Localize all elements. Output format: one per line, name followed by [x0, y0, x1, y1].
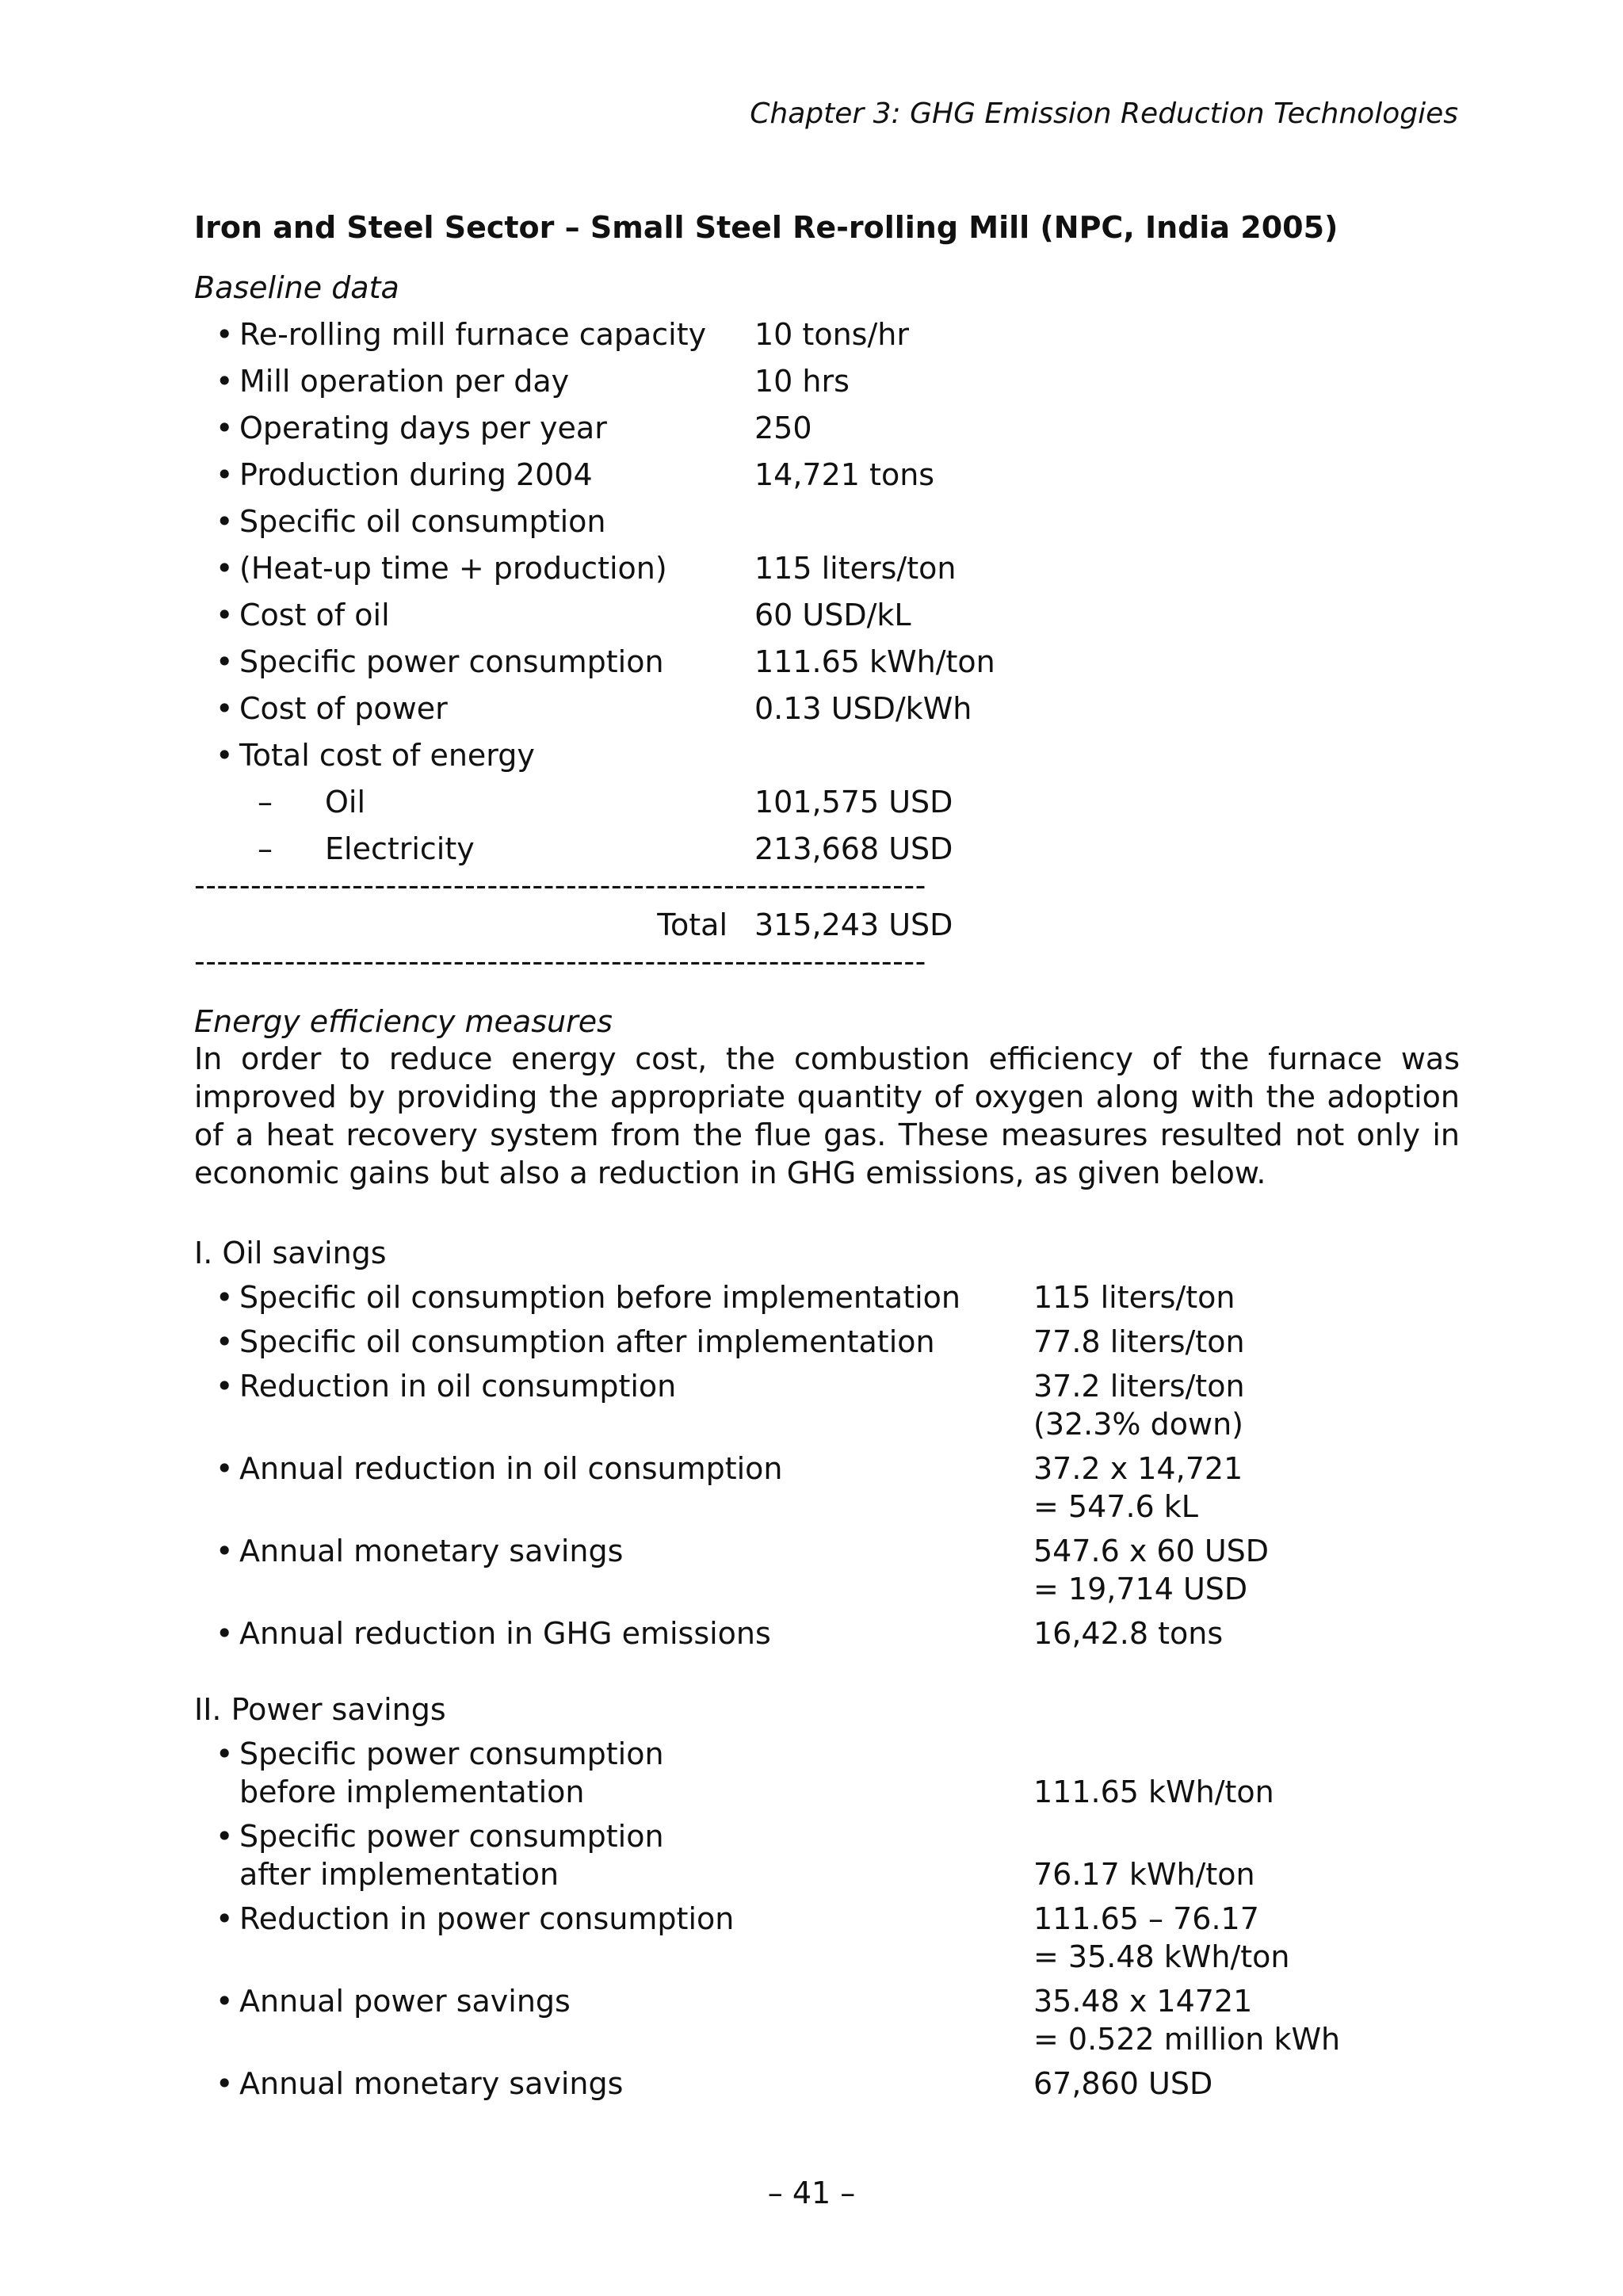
power-item-label: • Annual power savings	[239, 1986, 571, 2016]
oil-item-label: • Specific oil consumption before implementation	[239, 1282, 960, 1312]
baseline-item-label: • Mill operation per day	[239, 366, 569, 396]
oil-item-value: 37.2 liters/ton	[1033, 1369, 1245, 1404]
baseline-item-label: • Cost of oil	[239, 600, 390, 630]
baseline-item-value: 111.65 kWh/ton	[754, 644, 995, 679]
baseline-item-label: • Production during 2004	[239, 460, 593, 490]
section-title: Iron and Steel Sector – Small Steel Re-rolling Mill (NPC, India 2005)	[194, 210, 1338, 245]
power-item-label-cont: before implementation	[239, 1775, 585, 1809]
baseline-item-value: 250	[754, 411, 812, 445]
power-item-label: • Specific power consumption	[239, 1739, 664, 1769]
power-item-label: • Specific power consumption	[239, 1821, 664, 1851]
baseline-item-label: • Specific power consumption	[239, 647, 664, 677]
baseline-item-label: • Total cost of energy	[239, 740, 535, 770]
power-item-label-cont: after implementation	[239, 1857, 559, 1892]
baseline-subitem-label: – Oil	[325, 787, 365, 817]
power-item-value: 35.48 x 14721	[1033, 1984, 1253, 2019]
divider-rule: -----------------------------------------------------------------	[194, 944, 926, 979]
power-item-value-cont: = 35.48 kWh/ton	[1033, 1939, 1290, 1974]
baseline-item-value: 115 liters/ton	[754, 551, 957, 586]
measures-heading: Energy efficiency measures	[194, 1004, 613, 1039]
power-item-label: • Annual monetary savings	[239, 2069, 623, 2099]
oil-item-label: • Reduction in oil consumption	[239, 1371, 676, 1401]
divider-rule: -----------------------------------------------------------------	[194, 868, 926, 903]
baseline-item-label: • Specific oil consumption	[239, 506, 605, 537]
oil-item-value: 37.2 x 14,721	[1033, 1451, 1243, 1486]
total-label: Total	[657, 907, 727, 942]
power-item-value: 111.65 kWh/ton	[1033, 1775, 1274, 1809]
baseline-item-label: • Cost of power	[239, 693, 448, 724]
oil-savings-heading: I. Oil savings	[194, 1236, 387, 1270]
total-value: 315,243 USD	[754, 907, 953, 942]
power-item-value: 67,860 USD	[1033, 2066, 1213, 2101]
oil-item-value: 115 liters/ton	[1033, 1280, 1235, 1315]
oil-item-label: • Annual monetary savings	[239, 1536, 623, 1566]
baseline-item-label: • Re-rolling mill furnace capacity	[239, 319, 706, 350]
chapter-header: Chapter 3: GHG Emission Reduction Technologies	[750, 97, 1458, 130]
oil-item-value: 547.6 x 60 USD	[1033, 1534, 1270, 1568]
baseline-subitem-label: – Electricity	[325, 834, 475, 864]
oil-item-value-cont: = 19,714 USD	[1033, 1572, 1248, 1606]
power-savings-heading: II. Power savings	[194, 1692, 446, 1727]
power-item-value: 111.65 – 76.17	[1033, 1901, 1259, 1936]
baseline-subitem-value: 101,575 USD	[754, 785, 953, 819]
oil-item-value-cont: (32.3% down)	[1033, 1407, 1243, 1442]
baseline-item-label: • (Heat-up time + production)	[239, 553, 667, 583]
baseline-item-value: 0.13 USD/kWh	[754, 691, 972, 726]
oil-item-label: • Specific oil consumption after implementation	[239, 1327, 935, 1357]
baseline-item-value: 14,721 tons	[754, 457, 935, 492]
power-item-value-cont: = 0.522 million kWh	[1033, 2022, 1341, 2057]
power-item-value: 76.17 kWh/ton	[1033, 1857, 1255, 1892]
baseline-item-label: • Operating days per year	[239, 413, 607, 443]
page-number: – 41 –	[767, 2176, 856, 2210]
oil-item-value: 16,42.8 tons	[1033, 1616, 1224, 1651]
baseline-subitem-value: 213,668 USD	[754, 831, 953, 866]
oil-item-label: • Annual reduction in GHG emissions	[239, 1618, 771, 1648]
power-item-label: • Reduction in power consumption	[239, 1904, 734, 1934]
oil-item-value: 77.8 liters/ton	[1033, 1324, 1245, 1359]
baseline-item-value: 60 USD/kL	[754, 598, 911, 632]
baseline-item-value: 10 tons/hr	[754, 317, 909, 352]
oil-item-label: • Annual reduction in oil consumption	[239, 1454, 783, 1484]
baseline-heading: Baseline data	[194, 270, 399, 305]
oil-item-value-cont: = 547.6 kL	[1033, 1489, 1198, 1524]
baseline-item-value: 10 hrs	[754, 364, 850, 399]
measures-paragraph: In order to reduce energy cost, the combustion efficiency of the furnace was improved by providing the appropriate quantity of oxygen along with the adoption of a heat recovery system from the flue gas. These measures resulted not only in economic gains but also a reduction in GHG emissions, as given below.	[194, 1041, 1460, 1190]
